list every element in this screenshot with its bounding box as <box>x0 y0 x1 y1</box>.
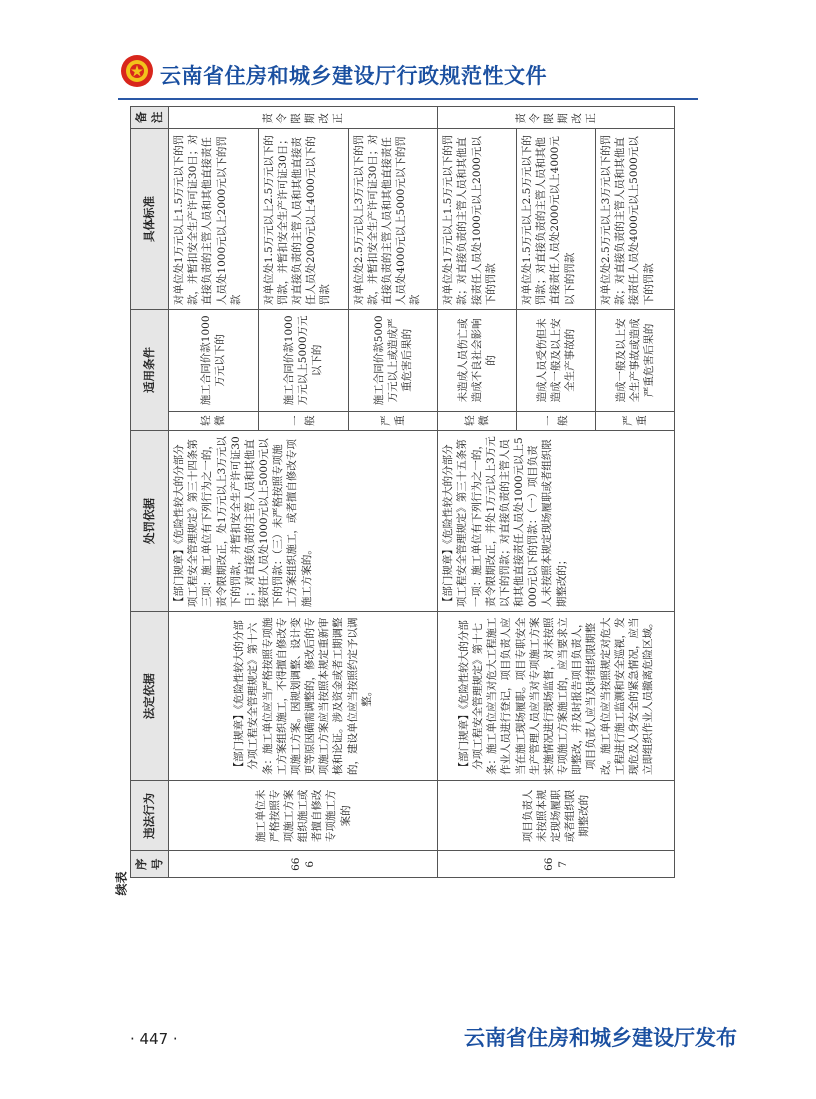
row-standard: 对单位处1万元以上1.5万元以下的罚款，并暂扣安全生产许可证30日；对直接负责的主管人员和其他直接责任人员处1000元以上2000元以下的罚款 <box>169 128 259 309</box>
row-level: 轻微 <box>169 411 259 430</box>
col-header-law: 法定依据 <box>131 612 169 781</box>
row-penalty: 【部门规章】《危险性较大的分部分项工程安全管理规定》第三十五条第一项：施工单位有下列行为之一的，责令限期改正，并处1万元以上3万元以下的罚款；对直接负责的主管人员和其他直接责任人员处1000元以上5000元以下的罚款：（一）项目负责人未按照本规定现场履职或者组织限期整改的； <box>438 430 675 611</box>
row-law: 【部门规章】《危险性较大的分部分项工程安全管理规定》第十六条：施工单位应当严格按照专项施工方案组织施工，不得擅自修改专项施工方案。因规划调整、设计变更等原因确需调整的，修改后的专项施工方案应当按照本规定重新审核和论证。涉及资金或者工期调整的，建设单位应当按照约定予以调整。 <box>169 612 438 781</box>
row-note: 责令限期改正 <box>438 107 675 129</box>
penalty-table <box>130 106 675 878</box>
continued-label: 续表 <box>114 871 129 896</box>
col-header-note: 备注 <box>131 107 169 129</box>
row-standard: 对单位处1.5万元以上2.5万元以下的罚款；对直接负责的主管人员和其他直接责任人员处2000元以上4000元以下的罚款 <box>517 128 596 309</box>
row-standard: 对单位处1.5万元以上2.5万元以下的罚款，并暂扣安全生产许可证30日；对直接负责的主管人员和其他直接责任人员处2000元以上4000元以下的罚款 <box>258 128 348 309</box>
row-level: 轻微 <box>438 411 517 430</box>
row-no: 667 <box>438 851 675 878</box>
header-title: 云南省住房和城乡建设厅行政规范性文件 <box>160 64 547 88</box>
row-note: 责令限期改正 <box>169 107 438 129</box>
row-act: 施工单位未严格按照专项施工方案组织施工或者擅自修改专项施工方案的 <box>169 781 438 851</box>
row-condition: 施工合同价款5000万元以上或造成严重危害后果的 <box>348 310 438 412</box>
table-row <box>169 107 259 878</box>
row-standard: 对单位处2.5万元以上3万元以下的罚款，并暂扣安全生产许可证30日；对直接负责的主管人员和其他直接责任人员处4000元以上5000元以下的罚款 <box>348 128 438 309</box>
row-condition: 施工合同价款1000万元以下的 <box>169 310 259 412</box>
col-header-act: 违法行为 <box>131 781 169 851</box>
row-penalty: 【部门规章】《危险性较大的分部分项工程安全管理规定》第三十四条第三项：施工单位有下列行为之一的，责令限期改正，处1万元以上3万元以下的罚款，并暂扣安全生产许可证30日；对直接负责的主管人员和其他直接责任人员处1000元以上5000元以下的罚款：（三）未严格按照专项施工方案组织施工，或者擅自修改专项施工方案的。 <box>169 430 438 611</box>
row-standard: 对单位处1万元以上1.5万元以下的罚款；对直接负责的主管人员和其他直接责任人员处1000元以上2000元以下的罚款 <box>438 128 517 309</box>
row-condition: 未造成人员伤亡或造成不良社会影响的 <box>438 310 517 412</box>
row-level: 一般 <box>258 411 348 430</box>
col-header-standard: 具体标准 <box>131 128 169 309</box>
header-rule <box>118 98 698 100</box>
row-level: 严重 <box>348 411 438 430</box>
table-container <box>130 106 675 878</box>
row-no: 666 <box>169 851 438 878</box>
col-header-penalty: 处罚依据 <box>131 430 169 611</box>
row-standard: 对单位处2.5万元以上3万元以下的罚款；对直接负责的主管人员和其他直接责任人员处4000元以上5000元以下的罚款 <box>596 128 675 309</box>
row-act: 项目负责人未按照本规定现场履职或者组织限期整改的 <box>438 781 675 851</box>
col-header-condition: 适用条件 <box>131 310 169 431</box>
row-condition: 造成一般及以上安全生产事故或造成严重危害后果的 <box>596 310 675 412</box>
page-number: · 447 · <box>130 1030 178 1048</box>
col-header-no: 序号 <box>131 851 169 878</box>
footer-publisher: 云南省住房和城乡建设厅发布 <box>464 1026 737 1050</box>
page-header <box>112 50 712 100</box>
national-emblem-icon <box>120 54 154 88</box>
row-level: 严重 <box>596 411 675 430</box>
table-row <box>438 107 517 878</box>
row-law: 【部门规章】《危险性较大的分部分项工程安全管理规定》第十七条：施工单位应当对危大工程施工作业人员进行登记，项目负责人应当在施工现场履职。项目专职安全生产管理人员应当对专项施工方案实施情况进行现场监督，对未按照专项施工方案施工的，应当要求立即整改，并及时报告项目负责人，项目负责人应当及时组织限期整改。施工单位应当按照规定对危大工程进行施工监测和安全巡视，发现危及人身安全的紧急情况，应当立即组织作业人员撤离危险区域。 <box>438 612 675 781</box>
row-level: 一般 <box>517 411 596 430</box>
row-condition: 造成人员受伤但未造成一般及以上安全生产事故的 <box>517 310 596 412</box>
table-header-row <box>131 107 169 878</box>
row-condition: 施工合同价款1000万元以上5000万元以下的 <box>258 310 348 412</box>
